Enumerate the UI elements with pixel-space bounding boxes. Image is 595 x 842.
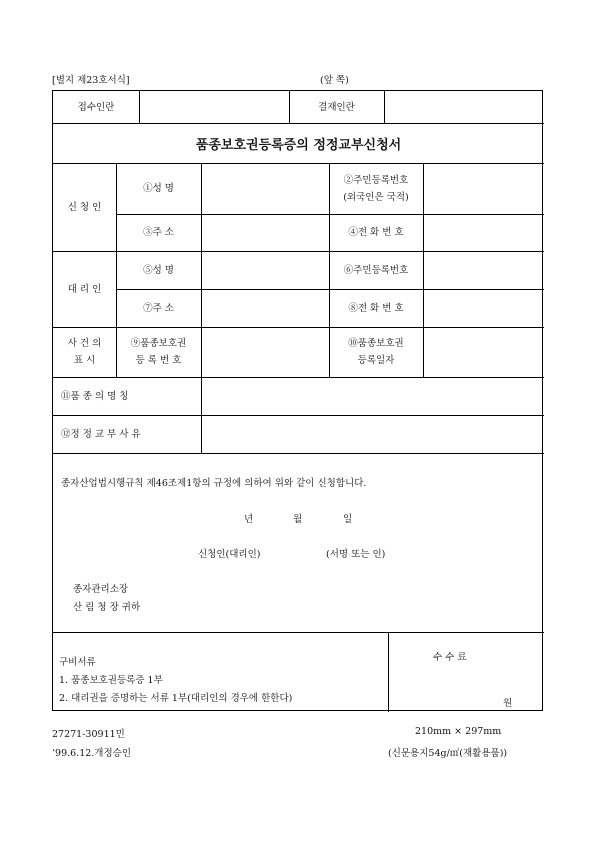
applicant-group-label: 신 청 인 xyxy=(67,201,102,213)
case-regdate-label-line2: 등록일자 xyxy=(357,355,395,366)
agent-regno-label: ⑥주민등록번호 xyxy=(343,264,409,276)
fee-label: 수 수 료 xyxy=(433,652,467,663)
date-day: 일 xyxy=(343,514,353,525)
case-regno-label-line2: 등 록 번 호 xyxy=(135,355,182,366)
agent-phone-field[interactable] xyxy=(424,289,544,327)
applicant-regno-label-line2: (외국인은 국적) xyxy=(343,191,409,203)
approval-stamp-label: 결재인란 xyxy=(318,101,355,113)
applicant-name-field[interactable] xyxy=(202,163,329,214)
fee-unit: 원 xyxy=(503,698,513,709)
case-group-label xyxy=(53,327,116,377)
footer-code: 27271-30911민 xyxy=(52,729,125,740)
date-year: 년 xyxy=(244,514,254,525)
agent-name-field[interactable] xyxy=(202,251,329,289)
case-regno-label xyxy=(116,327,201,377)
agent-address-label: ⑦주 소 xyxy=(143,302,174,314)
footer-size: 210mm × 297mm xyxy=(415,726,502,737)
applicant-phone-field[interactable] xyxy=(424,214,544,251)
agent-regno-field[interactable] xyxy=(424,251,544,289)
form-title: 품종보호권등록증의 정정교부신청서 xyxy=(195,137,402,153)
applicant-address-field[interactable] xyxy=(202,214,329,251)
variety-name-label: ⑪품 종 의 명 칭 xyxy=(61,390,129,402)
case-regno-label-line1: ⑨품종보호권 xyxy=(130,338,187,349)
applicant-regno-label xyxy=(329,163,423,214)
receipt-stamp-field[interactable] xyxy=(140,91,289,123)
signer-label: 신청인(대리인) xyxy=(198,549,261,560)
addressee-line2: 산 림 청 장 귀하 xyxy=(73,602,141,613)
applicant-phone-label: ④전 화 번 호 xyxy=(348,227,404,238)
variety-name-field[interactable] xyxy=(202,377,544,415)
signature-placeholder: (서명 또는 인) xyxy=(326,549,386,560)
agent-name-label: ⑤성 명 xyxy=(143,264,174,276)
documents-item-1: 1. 품종보호권등록증 1부 xyxy=(59,675,163,686)
addressee-line1: 종자관리소장 xyxy=(73,584,129,595)
applicant-regno-label-line1: ②주민등록번호 xyxy=(343,174,409,186)
receipt-stamp-label: 접수인란 xyxy=(77,101,115,113)
approval-stamp-field[interactable] xyxy=(385,91,544,123)
footer-approved: ’99.6.12.개정승인 xyxy=(52,748,132,759)
application-form xyxy=(52,90,543,711)
case-group-label-line2: 표 시 xyxy=(73,355,96,366)
declaration-text: 종자산업법시행규칙 제46조제1항의 규정에 의하여 위와 같이 신청합니다. xyxy=(61,478,367,489)
agent-address-field[interactable] xyxy=(202,289,329,327)
case-regdate-label-line1: ⑩품종보호권 xyxy=(348,338,404,349)
documents-heading: 구비서류 xyxy=(59,657,96,668)
case-regdate-field[interactable] xyxy=(424,327,544,377)
applicant-regno-field[interactable] xyxy=(424,163,544,214)
agent-phone-label: ⑧전 화 번 호 xyxy=(348,302,404,314)
documents-item-2: 2. 대리권을 증명하는 서류 1부(대리인의 경우에 한한다) xyxy=(59,693,293,704)
footer-paper: (신문용지54g/㎡(재활용품)) xyxy=(388,748,508,759)
agent-group-label: 대 리 인 xyxy=(67,283,102,295)
applicant-address-label: ③주 소 xyxy=(143,227,174,238)
case-group-label-line1: 사 건 의 xyxy=(67,338,102,349)
reason-label: ⑫정 정 교 부 사 유 xyxy=(61,428,141,440)
reason-field[interactable] xyxy=(202,415,544,453)
form-number: [별지 제23호서식] xyxy=(52,75,130,86)
case-regno-field[interactable] xyxy=(202,327,329,377)
page-side-label: (앞 쪽) xyxy=(320,75,349,86)
applicant-name-label: ①성 명 xyxy=(143,183,174,194)
date-month: 월 xyxy=(293,514,303,525)
case-regdate-label xyxy=(329,327,423,377)
